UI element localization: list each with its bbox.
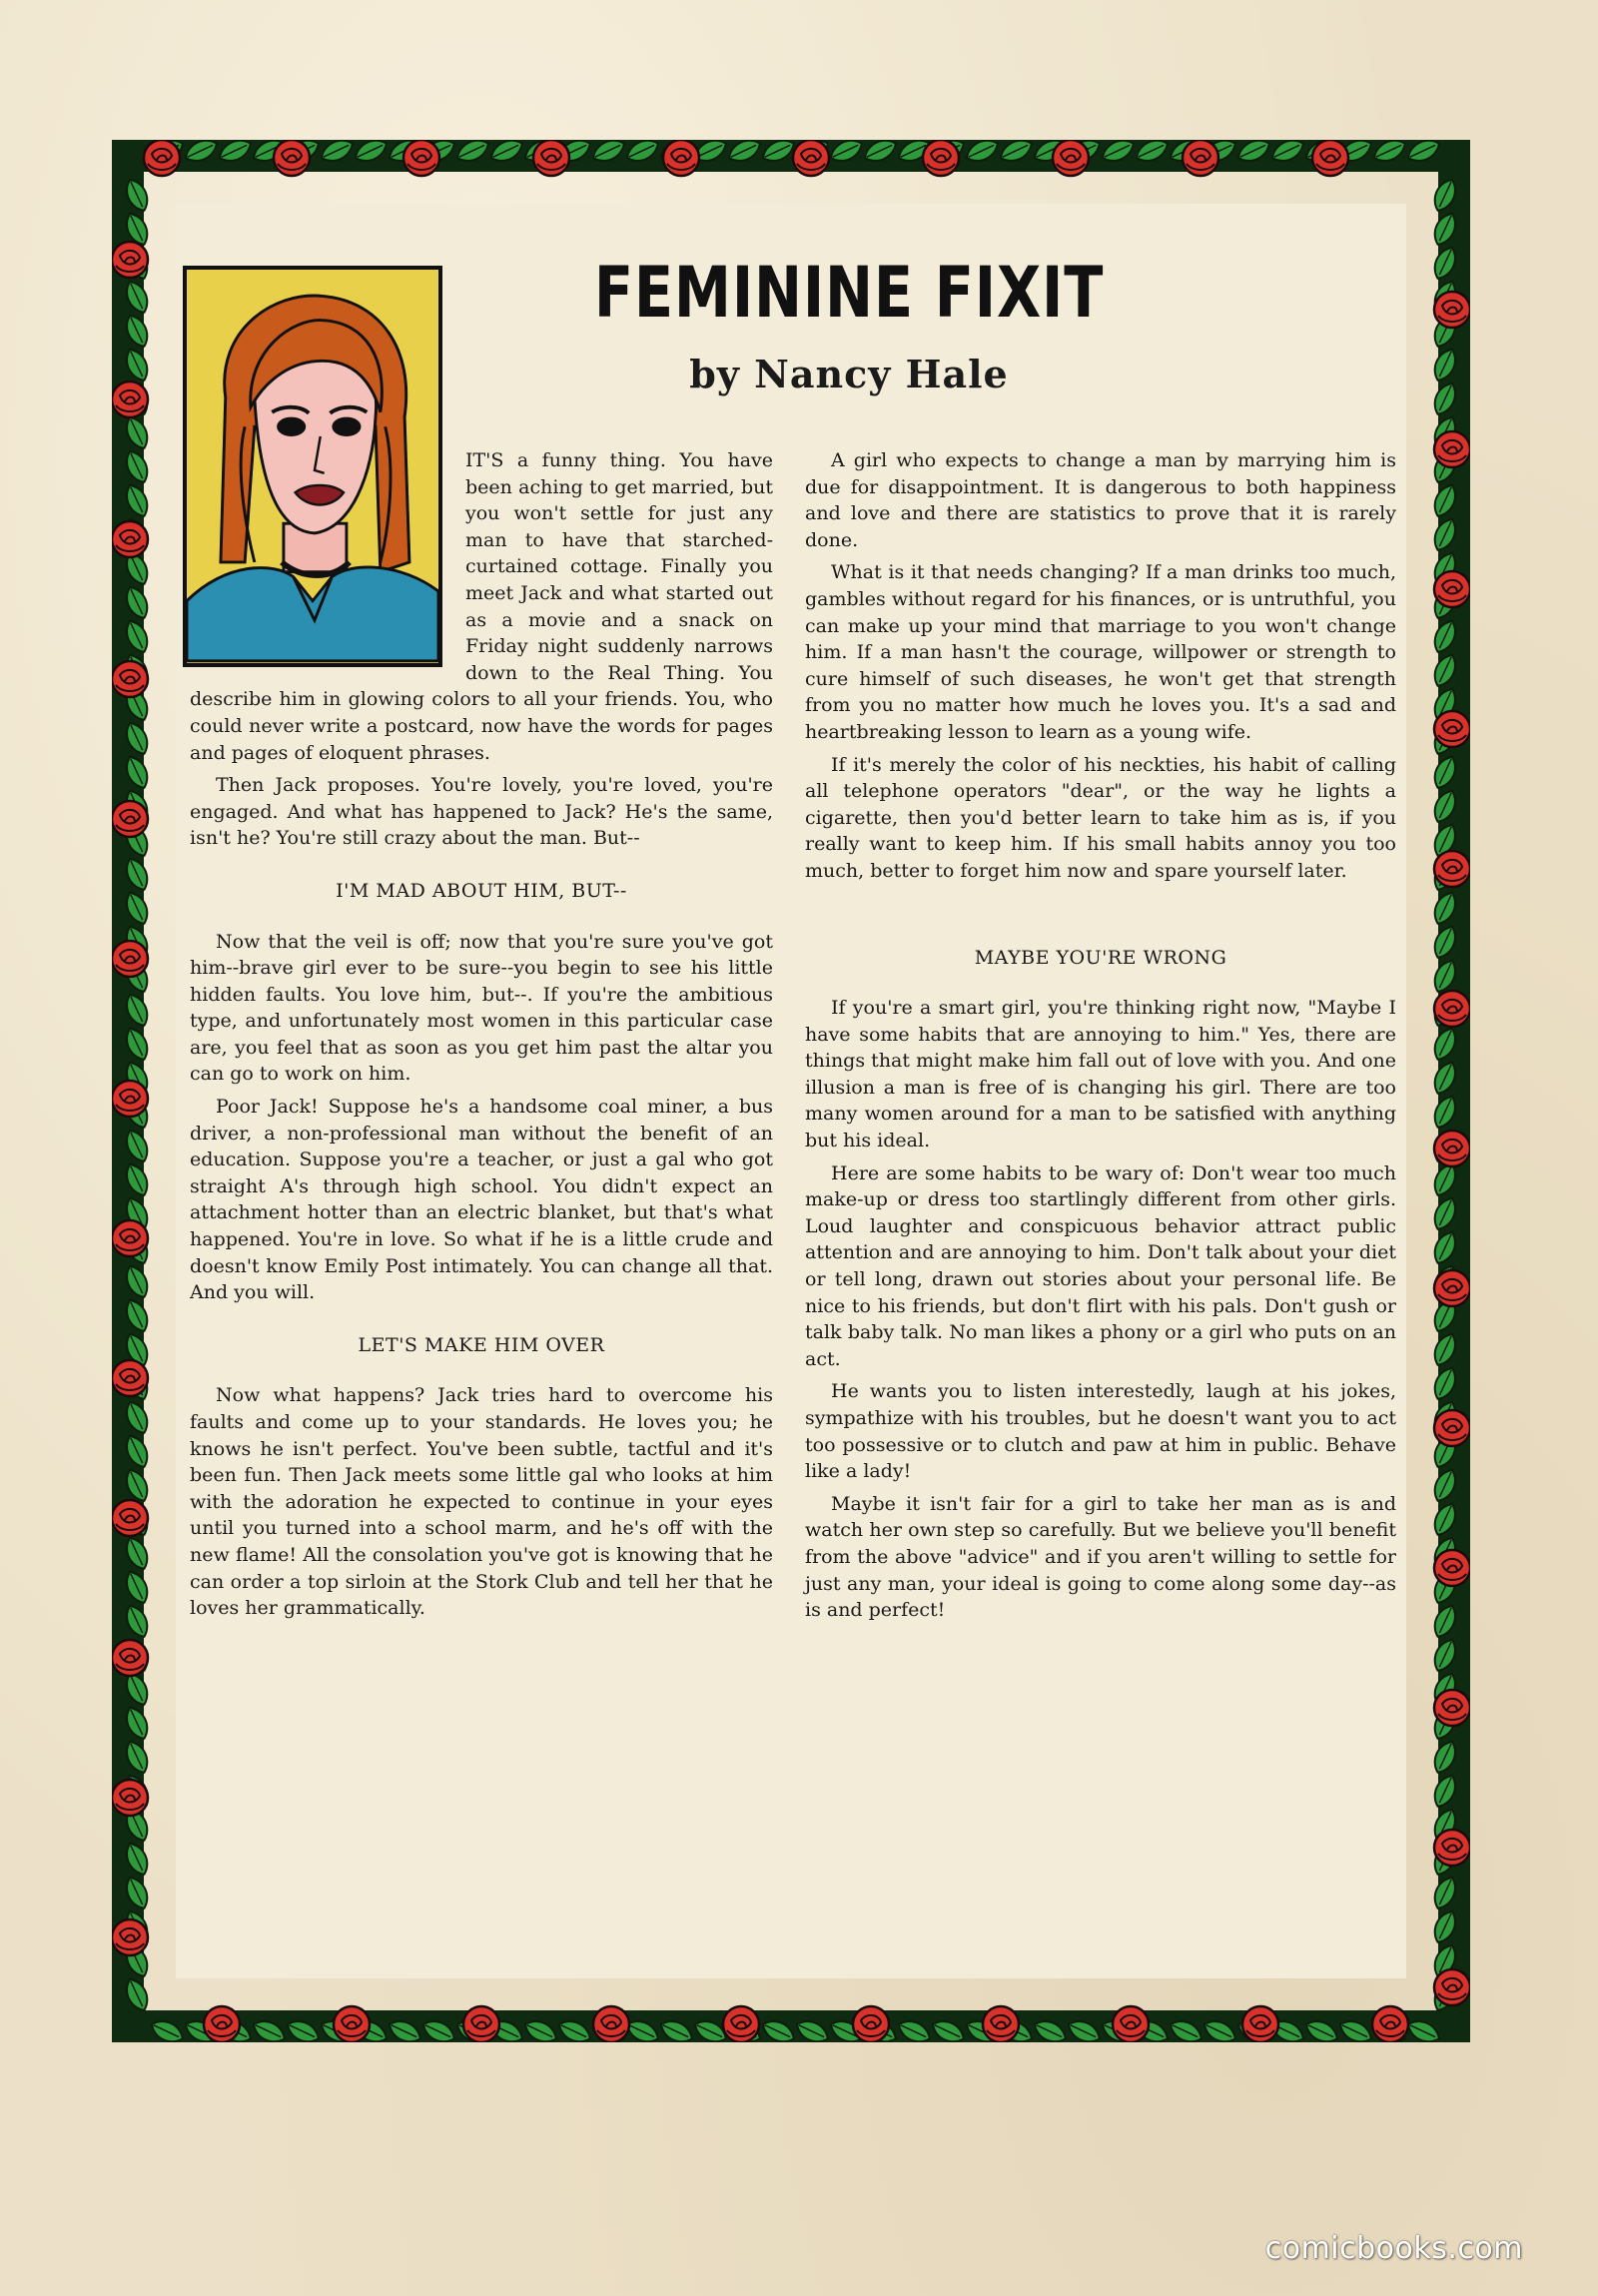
rose-icon xyxy=(983,2006,1019,2042)
rose-icon xyxy=(1434,1550,1470,1586)
rose-icon xyxy=(1434,1410,1470,1446)
rose-icon xyxy=(112,1640,148,1676)
rose-icon xyxy=(112,1220,148,1256)
rose-icon xyxy=(403,140,439,176)
body-paragraph: A girl who expects to change a man by marrying him is due for disappointment. It is dangerous to both happiness and love and there are statistics to prove that it is rarely done. xyxy=(805,449,1396,551)
rose-icon xyxy=(1434,1131,1470,1166)
body-paragraph: Here are some habits to be wary of: Don't wear too much make-up or dress too startlingly different from other girls. Loud laughter and conspicuous behavior attract public attention and are annoying to him. Don't talk about your diet or tell long, drawn out stories about your personal life. Be nice to his friends, but don't flirt with his pals. Don't gush or talk baby talk. No man likes a phony or a girl who puts on an act. xyxy=(805,1161,1396,1370)
rose-icon xyxy=(853,2006,889,2042)
rose-icon xyxy=(923,140,959,176)
body-paragraph: If it's merely the color of his neckties, his habit of calling all telephone operators "dear", or the way he lights a cigarette, then you'd better learn to take him as is, if you really want to keep him. If his small habits annoy you too much, better to forget him now and spare yourself later. xyxy=(805,753,1396,882)
rose-icon xyxy=(144,140,180,176)
rose-icon xyxy=(334,2006,370,2042)
body-paragraph: Now what happens? Jack tries hard to overcome his faults and come up to your standards. He loves you; he knows he isn't perfect. You've been subtle, tactful and it's been fun. Then Jack meets some little gal who looks at him with the adoration he expected to continue in your eyes until you turned into a school marm, and he's off with the new flame! All the consolation you've got is knowing that he can order a top sirloin at the Stork Club and tell her that he loves her grammatically. xyxy=(190,1384,773,1620)
rose-icon xyxy=(112,1081,148,1117)
body-paragraph: Poor Jack! Suppose he's a handsome coal miner, a bus driver, a non-professional man without the benefit of an education. Suppose you're a teacher, or just a gal who got straight A's through high school. You didn't expect an attachment hotter than an electric blanket, but that's what happened. You're in love. So what if he is a little crude and doesn't know Emily Post intimately. You can change all that. And you will. xyxy=(190,1096,773,1304)
rose-icon xyxy=(1053,140,1089,176)
body-paragraph: Now that the veil is off; now that you're sure you've got him--brave girl ever to be sure--you begin to see his little hidden faults. You love him, but--. If you're the ambitious type, and unfortunately most women in this particular case are, you feel that as soon as you get him past the altar you can go to work on him. xyxy=(190,930,773,1086)
rose-icon xyxy=(593,2006,629,2042)
rose-icon xyxy=(112,521,148,557)
rose-icon xyxy=(1434,1969,1470,2005)
rose-icon xyxy=(112,661,148,697)
section-heading: LET'S MAKE HIM OVER xyxy=(358,1333,605,1356)
rose-icon xyxy=(204,2006,240,2042)
rose-icon xyxy=(112,1500,148,1536)
intro-paragraph: IT'S a funny thing. You have been aching to get married, but you won't settle for just any man to have that starched-curtained cottage. Finally you meet Jack and what started out as a movie and a snack on Friday night suddenly narrows down to the Real Thing. You describe him in glowing colors to all your friends. You, who could never write a postcard, now have the words for pages and pages of eloquent phrases. xyxy=(190,449,773,764)
rose-icon xyxy=(793,140,829,176)
body-paragraph: Then Jack proposes. You're lovely, you're loved, you're engaged. And what has happened to Jack? He's the same, isn't he? You're still crazy about the man. But-- xyxy=(190,774,773,850)
portrait-wrap-spacer xyxy=(190,447,455,675)
rose-icon xyxy=(1372,2006,1408,2042)
rose-icon xyxy=(112,1780,148,1816)
body-paragraph: Maybe it isn't fair for a girl to take her man as is and watch her own step so carefully. But we believe you'll benefit from the above "advice" and if you aren't willing to settle for just any man, your ideal is going to come along some day--as is and perfect! xyxy=(805,1492,1396,1622)
rose-icon xyxy=(723,2006,759,2042)
rose-icon xyxy=(1434,1830,1470,1866)
rose-icon xyxy=(1434,292,1470,328)
rose-icon xyxy=(533,140,569,176)
rose-icon xyxy=(1242,2006,1278,2042)
rose-icon xyxy=(112,1360,148,1396)
body-paragraph: What is it that needs changing? If a man drinks too much, gambles without regard for his finances, or is untruthful, you can make up your mind that marriage to you won't change him. If a man hasn't the courage, willpower or strength to cure himself of such diseases, he won't get that strength from you no matter how much he loves you. It's a sad and heartbreaking lesson to learn as a young wife. xyxy=(805,561,1396,743)
rose-icon xyxy=(112,242,148,278)
article-title: FEMININE FIXIT xyxy=(593,252,1105,334)
rose-icon xyxy=(112,1919,148,1955)
rose-icon xyxy=(1434,711,1470,747)
rose-icon xyxy=(1434,851,1470,887)
body-paragraph: He wants you to listen interestedly, laugh at his jokes, sympathize with his troubles, but he doesn't want you to act too possessive or to clutch and paw at him in public. Behave like a lady! xyxy=(805,1380,1396,1483)
rose-icon xyxy=(1434,1270,1470,1306)
rose-icon xyxy=(1434,991,1470,1027)
left-column xyxy=(190,447,773,1628)
body-paragraph: If you're a smart girl, you're thinking right now, "Maybe I have some habits that are annoying to him." Yes, there are things that might make him fall out of love with you. And one illusion a man is free of is changing his girl. There are too many women around for a man to be satisfied with anything but his ideal. xyxy=(805,997,1396,1152)
rose-icon xyxy=(112,382,148,417)
rose-icon xyxy=(1434,1690,1470,1726)
site-watermark: comicbooks.com xyxy=(1264,2231,1523,2266)
rose-icon xyxy=(274,140,310,176)
rose-icon xyxy=(112,941,148,977)
rose-icon xyxy=(1312,140,1348,176)
rose-icon xyxy=(1434,431,1470,467)
rose-icon xyxy=(1183,140,1218,176)
article-byline: by Nancy Hale xyxy=(689,352,1009,396)
rose-icon xyxy=(1113,2006,1149,2042)
rose-icon xyxy=(463,2006,499,2042)
section-heading: I'M MAD ABOUT HIM, BUT-- xyxy=(336,879,627,902)
right-column xyxy=(805,447,1396,1630)
rose-icon xyxy=(1434,571,1470,607)
rose-icon xyxy=(663,140,699,176)
rose-icon xyxy=(112,801,148,837)
section-heading: MAYBE YOU'RE WRONG xyxy=(974,946,1227,969)
